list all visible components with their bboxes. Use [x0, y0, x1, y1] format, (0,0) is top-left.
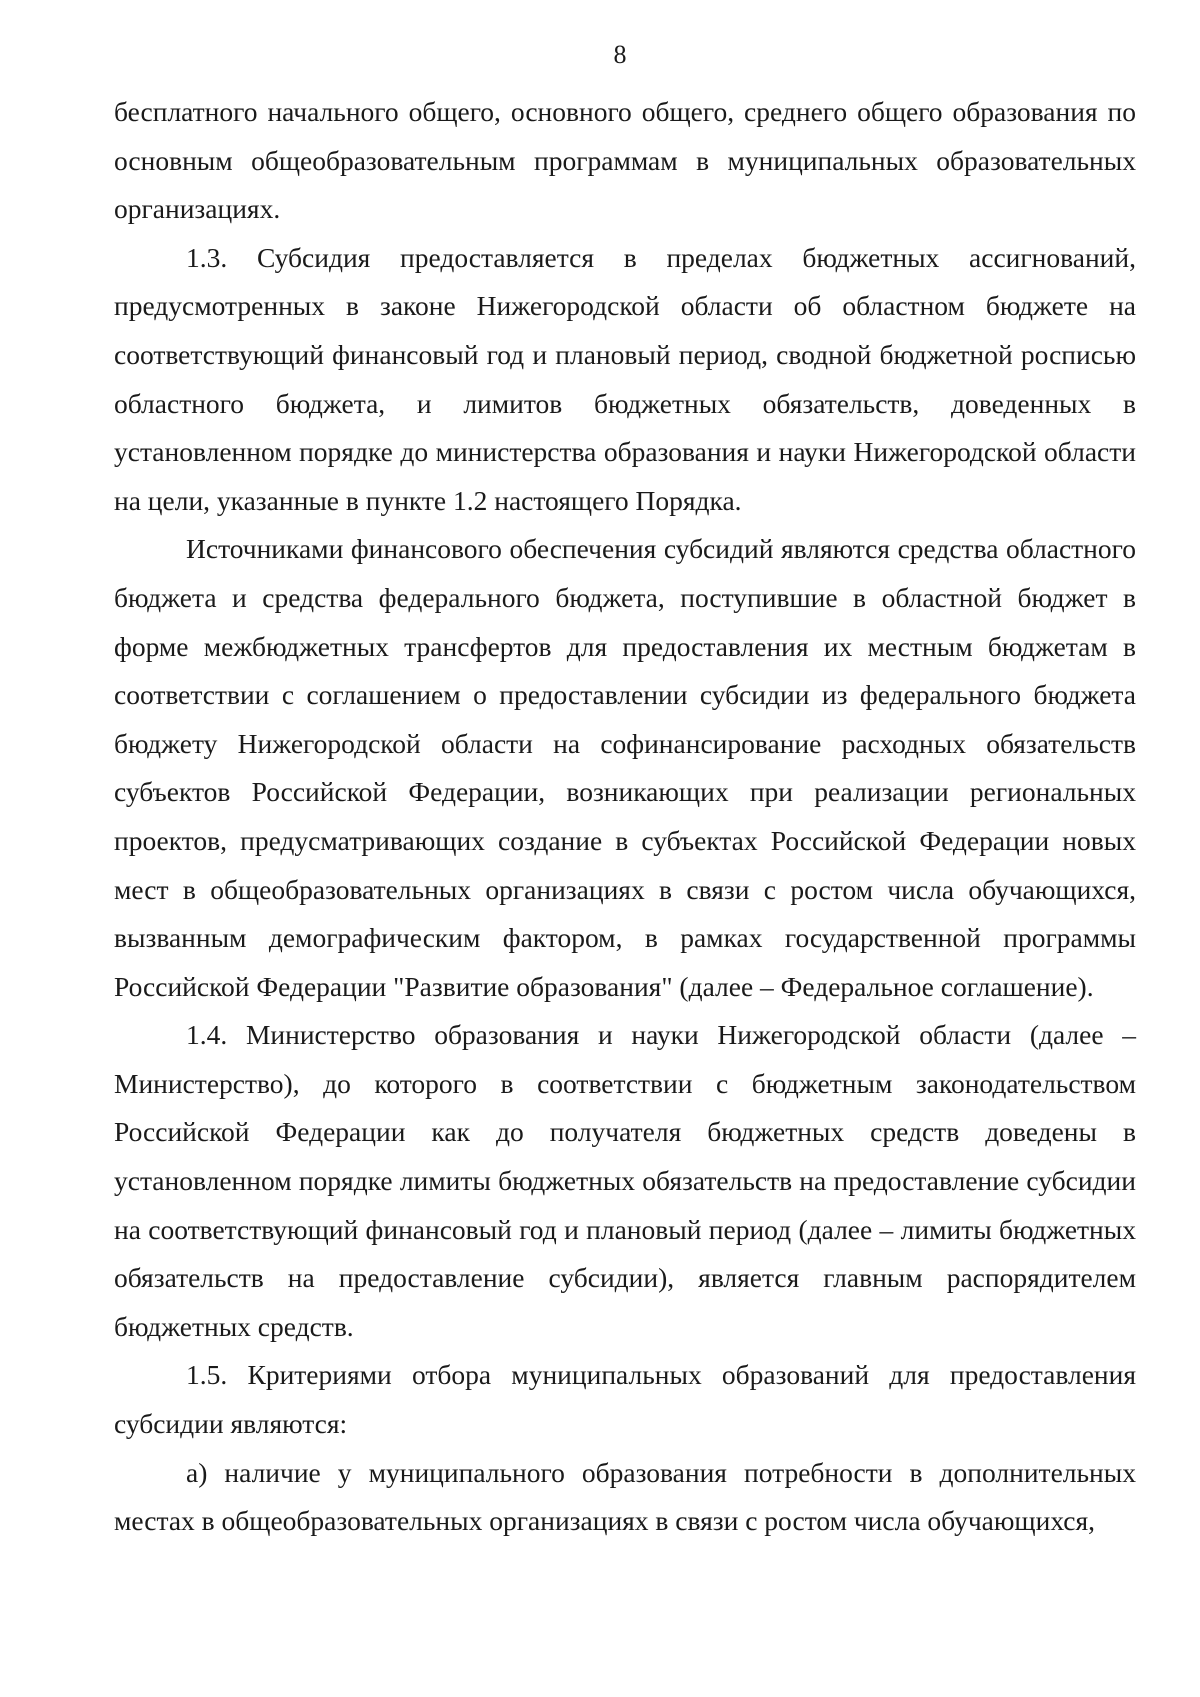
paragraph-1-3: 1.3. Субсидия предоставляется в пределах бюджетных ассигнований, предусмотренных в законе Нижегородской области об областном бюджете на соответствующий финансовый год и плановый период, сводной бюджетной росписью областного бюджета, и лимитов бюджетных обязательств, доведенных в установленном порядке до министерства образования и науки Нижегородской области на цели, указанные в пункте 1.2 настоящего Порядка.: [114, 241, 1136, 516]
page-number: 8: [613, 40, 627, 69]
document-body: [114, 88, 1136, 1546]
paragraph-continuation: бесплатного начального общего, основного общего, среднего общего образования по основным общеобразовательным программам в муниципальных образовательных организациях.: [114, 96, 1136, 225]
paragraph-funding-sources: Источниками финансового обеспечения субсидий являются средства областного бюджета и средства федерального бюджета, поступившие в областной бюджет в форме межбюджетных трансфертов для предоставления их местным бюджетам в соответствии с соглашением о предоставлении субсидии из федерального бюджета бюджету Нижегородской области на софинансирование расходных обязательств субъектов Российской Федерации, возникающих при реализации региональных проектов, предусматривающих создание в субъектах Российской Федерации новых мест в общеобразовательных организациях в связи с ростом числа обучающихся, вызванным демографическим фактором, в рамках государственной программы Российской Федерации "Развитие образования" (далее – Федеральное соглашение).: [114, 533, 1136, 1002]
paragraph-1-5: 1.5. Критериями отбора муниципальных образований для предоставления субсидии являются:: [114, 1359, 1136, 1440]
paragraph-criterion-a: а) наличие у муниципального образования потребности в дополнительных местах в общеобразовательных организациях в связи с ростом числа обучающихся,: [114, 1456, 1136, 1537]
paragraph-1-4: 1.4. Министерство образования и науки Нижегородской области (далее – Министерство), до которого в соответствии с бюджетным законодательством Российской Федерации как до получателя бюджетных средств доведены в установленном порядке лимиты бюджетных обязательств на предоставление субсидии на соответствующий финансовый год и плановый период (далее – лимиты бюджетных обязательств на предоставление субсидии), является главным распорядителем бюджетных средств.: [114, 1019, 1136, 1342]
